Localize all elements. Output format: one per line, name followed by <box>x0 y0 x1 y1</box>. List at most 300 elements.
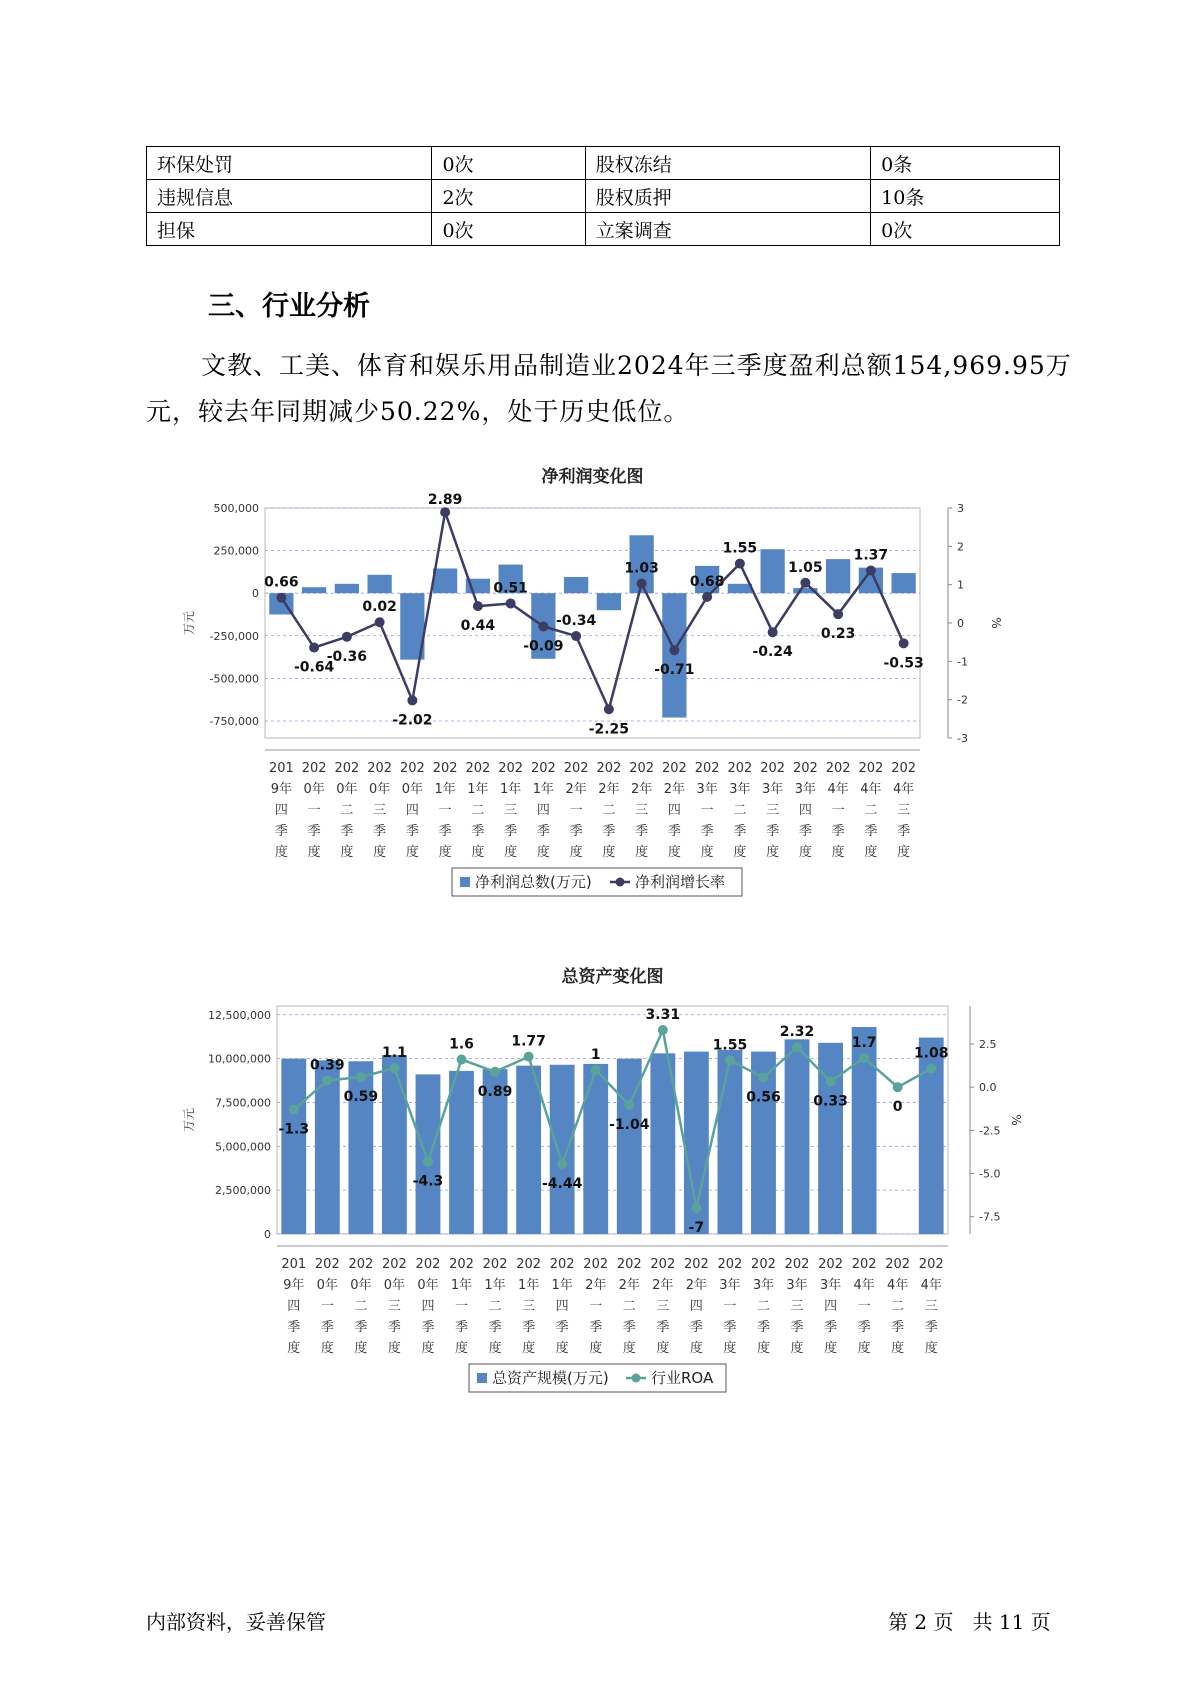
x-tick-label-line: 202 <box>334 761 360 776</box>
line-point <box>571 631 581 641</box>
x-tick-label-line: 3年 <box>719 1278 741 1293</box>
x-tick-label-line: 4年 <box>887 1278 909 1293</box>
x-tick-label-line: 202 <box>348 1257 374 1272</box>
x-tick-label-line: 0年 <box>316 1278 338 1293</box>
total-assets-chart <box>0 960 1191 1420</box>
x-tick-label-line: 季 <box>455 1320 469 1335</box>
line-point <box>440 507 450 517</box>
x-tick-label-line: 度 <box>700 845 714 860</box>
x-tick-label-line: 1年 <box>532 782 555 797</box>
line-point <box>423 1156 433 1166</box>
data-label: -1.3 <box>278 1121 310 1138</box>
x-tick-label-line: 1年 <box>517 1278 540 1293</box>
x-tick-label-line: 季 <box>733 824 747 839</box>
x-tick-label <box>760 761 785 860</box>
line-point <box>624 1100 634 1110</box>
bar <box>583 1064 608 1234</box>
data-label: -2.02 <box>392 712 433 729</box>
x-tick-label-line: 3年 <box>819 1278 842 1293</box>
line-point <box>604 704 614 714</box>
data-label: -1.04 <box>609 1117 650 1134</box>
x-tick-label-line: 201 <box>281 1257 307 1272</box>
x-tick-label-line: 四 <box>536 803 550 818</box>
legend-bar-label: 总资产规模(万元) <box>492 1369 609 1387</box>
x-tick-label <box>919 1257 944 1356</box>
x-tick-label-line: 三 <box>387 1299 401 1314</box>
line-point <box>524 1052 534 1062</box>
x-tick-label <box>596 761 621 860</box>
x-tick-label-line: 度 <box>924 1341 938 1356</box>
x-tick-label <box>367 761 392 860</box>
legend-line-label: 行业ROA <box>651 1369 714 1387</box>
x-tick-label-line: 度 <box>471 845 485 860</box>
data-label: 0.68 <box>689 573 725 590</box>
data-label: 1.6 <box>449 1036 474 1053</box>
legend-line-label: 净利润增长率 <box>635 873 726 891</box>
x-tick-label-line: 四 <box>824 1299 838 1314</box>
x-tick-label-line: 季 <box>824 1320 838 1335</box>
x-tick-label-line: 季 <box>798 824 812 839</box>
x-tick-label-line: 202 <box>751 1257 776 1272</box>
y-tick-label: 7,500,000 <box>215 1096 271 1110</box>
x-tick-label-line: 一 <box>455 1299 469 1314</box>
analysis-paragraph: 文教、工美、体育和娱乐用品制造业2024年三季度盈利总额154,969.95万元，较去年同期减少50.22%，处于历史低位。 <box>146 351 1072 426</box>
x-tick-label-line: 202 <box>885 1257 911 1272</box>
data-label: -2.25 <box>588 721 630 738</box>
x-tick-label-line: 3年 <box>696 782 718 797</box>
x-tick-label-line: 季 <box>555 1320 569 1335</box>
x-tick-label-line: 1年 <box>484 1278 506 1293</box>
x-tick-label-line: 202 <box>432 761 458 776</box>
bar <box>564 577 588 593</box>
data-label: 1.55 <box>722 540 758 557</box>
data-label: -0.71 <box>654 662 695 679</box>
y-axis-title: 万元 <box>182 610 196 636</box>
x-tick-label-line: 四 <box>405 803 419 818</box>
x-tick-label-line: 202 <box>415 1257 441 1272</box>
x-tick-label-line: 202 <box>694 761 720 776</box>
x-tick-label <box>617 1257 642 1356</box>
x-tick-label-line: 度 <box>723 1341 737 1356</box>
x-tick-label-line: 季 <box>569 824 583 839</box>
x-tick-label-line: 二 <box>864 803 878 818</box>
line-point <box>833 609 843 619</box>
x-tick-label-line: 2年 <box>652 1278 674 1293</box>
x-tick-label-line: 9年 <box>283 1278 305 1293</box>
line-point <box>826 1076 836 1086</box>
x-tick-label <box>650 1257 675 1356</box>
x-tick-label-line: 0年 <box>383 1278 406 1293</box>
line-point <box>506 598 516 608</box>
x-tick-label-line: 度 <box>340 845 354 860</box>
table-cell: 0条 <box>871 147 1060 180</box>
x-tick-label <box>793 761 818 860</box>
data-label: 0.51 <box>493 580 528 597</box>
x-tick-label-line: 2年 <box>565 782 587 797</box>
data-label: 0.59 <box>343 1088 379 1105</box>
x-tick-label-line: 季 <box>536 824 550 839</box>
x-tick-label-line: 1年 <box>551 1278 573 1293</box>
x-tick-label-line: 季 <box>307 824 321 839</box>
x-tick-label-line: 度 <box>387 1341 401 1356</box>
x-tick-label <box>334 761 359 860</box>
data-label: 1.1 <box>382 1045 407 1062</box>
x-tick-label-line: 二 <box>733 803 747 818</box>
data-label: -0.34 <box>555 613 597 630</box>
total-assets-chart-svg <box>0 960 1191 1420</box>
x-tick-label-line: 202 <box>784 1257 810 1272</box>
line-point <box>356 1072 366 1082</box>
data-label: 0.44 <box>460 618 496 635</box>
y2-tick-label: 1 <box>957 578 964 592</box>
x-tick-label-line: 4年 <box>860 782 882 797</box>
y-tick-label: 12,500,000 <box>208 1008 271 1022</box>
line-point <box>557 1159 567 1169</box>
data-label: -0.64 <box>293 659 335 676</box>
x-tick-label-line: 4年 <box>827 782 849 797</box>
x-tick-label <box>516 1257 541 1356</box>
bar <box>761 549 785 593</box>
x-tick-label-line: 度 <box>536 845 550 860</box>
table-cell: 环保处罚 <box>147 147 432 180</box>
x-tick-label <box>818 1257 843 1356</box>
x-tick-label-line: 三 <box>766 803 780 818</box>
x-tick-label-line: 度 <box>602 845 616 860</box>
x-tick-label-line: 四 <box>667 803 681 818</box>
y-tick-label: 500,000 <box>213 502 259 515</box>
data-label: 1.77 <box>511 1033 546 1050</box>
y2-tick-label: -1 <box>957 655 968 669</box>
x-tick-label-line: 一 <box>320 1299 334 1314</box>
x-tick-label-line: 一 <box>723 1299 737 1314</box>
x-tick-label-line: 202 <box>760 761 786 776</box>
x-tick-label-line: 0年 <box>350 1278 372 1293</box>
x-tick-label-line: 季 <box>831 824 845 839</box>
x-tick-label-line: 季 <box>340 824 354 839</box>
x-tick-label-line: 一 <box>438 803 452 818</box>
data-label: 0.89 <box>477 1083 513 1100</box>
x-tick-label-line: 度 <box>405 845 419 860</box>
x-tick-label-line: 1年 <box>450 1278 473 1293</box>
bar <box>433 568 457 593</box>
x-tick-label-line: 0年 <box>336 782 358 797</box>
bar <box>281 1059 306 1234</box>
x-tick-label-line: 度 <box>656 1341 670 1356</box>
x-tick-label-line: 2年 <box>598 782 620 797</box>
x-tick-label-line: 度 <box>831 845 845 860</box>
x-tick-label-line: 季 <box>857 1320 871 1335</box>
data-label: 0.56 <box>746 1089 781 1106</box>
risk-info-table <box>146 146 1060 246</box>
line-point <box>309 643 319 653</box>
x-tick-label-line: 季 <box>438 824 452 839</box>
x-tick-label-line: 三 <box>897 803 911 818</box>
bar <box>416 1074 441 1234</box>
line-point <box>457 1055 467 1065</box>
x-tick-label-line: 2年 <box>585 1278 607 1293</box>
y2-tick-label: -7.5 <box>979 1210 1001 1224</box>
x-tick-label-line: 202 <box>498 761 524 776</box>
y2-tick-label: -3 <box>957 732 968 745</box>
x-tick-label-line: 0年 <box>303 782 325 797</box>
table-cell: 股权冻结 <box>585 147 870 180</box>
y-tick-label: 0 <box>264 1228 271 1241</box>
x-tick-label <box>727 761 752 860</box>
x-tick-label-line: 三 <box>373 803 387 818</box>
x-tick-label-line: 三 <box>924 1299 938 1314</box>
x-tick-label-line: 度 <box>522 1341 536 1356</box>
data-label: 3.31 <box>645 1007 681 1024</box>
x-tick-label-line: 季 <box>891 1320 905 1335</box>
x-tick-label-line: 一 <box>831 803 845 818</box>
bar <box>785 1039 810 1234</box>
line-point <box>893 1082 903 1092</box>
x-tick-label-line: 季 <box>897 824 911 839</box>
x-tick-label-line: 202 <box>891 761 917 776</box>
x-tick-label-line: 度 <box>891 1341 905 1356</box>
x-tick-label <box>550 1257 575 1356</box>
data-label: 1.7 <box>851 1034 877 1051</box>
line-point <box>407 695 417 705</box>
x-tick-label <box>662 761 687 860</box>
x-tick-label <box>483 1257 508 1356</box>
legend-bar-swatch <box>477 1373 487 1383</box>
x-tick-label-line: 202 <box>549 1257 575 1272</box>
x-tick-label-line: 季 <box>421 1320 435 1335</box>
data-label: 1.03 <box>624 560 659 577</box>
x-tick-label-line: 202 <box>851 1257 877 1272</box>
line-point <box>758 1073 768 1083</box>
x-tick-label-line: 度 <box>589 1341 603 1356</box>
x-tick-label-line: 202 <box>825 761 851 776</box>
x-tick-label-line: 9年 <box>270 782 293 797</box>
x-tick-label-line: 2年 <box>618 1278 640 1293</box>
x-tick-label <box>531 761 556 860</box>
x-tick-label <box>629 761 654 860</box>
x-tick-label <box>785 1257 810 1356</box>
x-tick-label-line: 度 <box>421 1341 435 1356</box>
x-tick-label-line: 度 <box>897 845 911 860</box>
x-tick-label-line: 度 <box>622 1341 636 1356</box>
x-tick-label-line: 2年 <box>685 1278 708 1293</box>
x-tick-label <box>858 761 883 860</box>
section-heading: 三、行业分析 <box>208 291 370 322</box>
x-tick-label-line: 202 <box>314 1257 340 1272</box>
x-tick-label-line: 四 <box>287 1299 301 1314</box>
bar <box>892 573 916 593</box>
x-tick-label-line: 四 <box>555 1299 569 1314</box>
x-tick-label-line: 202 <box>717 1257 743 1272</box>
line-point <box>591 1065 601 1075</box>
x-tick-label <box>433 761 458 860</box>
x-tick-label-line: 三 <box>522 1299 536 1314</box>
y-tick-label: -250,000 <box>209 629 259 643</box>
legend-line-marker <box>632 1374 641 1383</box>
net-profit-chart <box>0 460 1191 920</box>
x-tick-label-line: 季 <box>522 1320 536 1335</box>
data-label: 1.08 <box>913 1045 949 1062</box>
x-tick-label <box>583 1257 608 1356</box>
x-tick-label-line: 202 <box>516 1257 542 1272</box>
x-tick-label-line: 202 <box>583 1257 609 1272</box>
x-tick-label <box>315 1257 340 1356</box>
x-tick-label <box>382 1257 407 1356</box>
x-tick-label-line: 202 <box>918 1257 944 1272</box>
x-tick-label-line: 度 <box>274 845 288 860</box>
data-label: -0.24 <box>752 644 793 661</box>
x-tick-label-line: 202 <box>650 1257 676 1272</box>
bar <box>550 1065 575 1234</box>
table-cell: 担保 <box>147 213 432 246</box>
x-tick-label <box>564 761 589 860</box>
x-tick-label-line: 202 <box>792 761 818 776</box>
x-tick-label-line: 二 <box>340 803 354 818</box>
x-tick-label-line: 季 <box>387 1320 401 1335</box>
x-tick-label-line: 4年 <box>853 1278 875 1293</box>
x-tick-label-line: 4年 <box>892 782 915 797</box>
table-cell: 立案调查 <box>585 213 870 246</box>
table-cell: 违规信息 <box>147 180 432 213</box>
x-tick-label-line: 度 <box>354 1341 368 1356</box>
x-tick-label-line: 度 <box>689 1341 703 1356</box>
x-tick-label-line: 度 <box>320 1341 334 1356</box>
data-label: -0.36 <box>326 648 368 665</box>
x-tick-label <box>416 1257 441 1356</box>
line-point <box>792 1042 802 1052</box>
x-tick-label-line: 1年 <box>434 782 456 797</box>
x-tick-label <box>498 761 523 860</box>
y2-axis-title: % <box>1009 1114 1023 1126</box>
bar <box>728 584 752 593</box>
x-tick-label-line: 季 <box>700 824 714 839</box>
x-tick-label-line: 四 <box>798 803 812 818</box>
y2-tick-label: 0.0 <box>979 1081 997 1095</box>
x-tick-label-line: 2年 <box>630 782 653 797</box>
line-point <box>322 1075 332 1085</box>
x-tick-label-line: 季 <box>689 1320 703 1335</box>
legend-bar-label: 净利润总数(万元) <box>475 873 592 891</box>
x-tick-label-line: 度 <box>766 845 780 860</box>
line-point <box>926 1064 936 1074</box>
x-tick-label-line: 季 <box>766 824 780 839</box>
line-point <box>859 1053 869 1063</box>
x-tick-label <box>449 1257 474 1356</box>
y-axis-title: 万元 <box>182 1107 196 1133</box>
x-tick-label-line: 202 <box>449 1257 474 1272</box>
x-tick-label-line: 202 <box>465 761 491 776</box>
table-cell: 0次 <box>432 147 585 180</box>
data-label: -0.09 <box>523 638 564 655</box>
x-tick-label-line: 3年 <box>786 1278 808 1293</box>
y-tick-label: 0 <box>252 587 259 601</box>
x-tick-label <box>751 1257 776 1356</box>
x-tick-label-line: 度 <box>635 845 649 860</box>
y-tick-label: -750,000 <box>209 714 259 728</box>
data-label: 0.33 <box>813 1093 848 1110</box>
x-tick-label-line: 度 <box>307 845 321 860</box>
x-tick-label-line: 一 <box>589 1299 603 1314</box>
x-tick-label-line: 202 <box>858 761 884 776</box>
x-tick-label-line: 一 <box>307 803 321 818</box>
x-tick-label-line: 0年 <box>417 1278 439 1293</box>
x-tick-label-line: 202 <box>301 761 327 776</box>
x-tick-label-line: 季 <box>723 1320 737 1335</box>
line-point <box>725 1055 735 1065</box>
table-cell: 0次 <box>871 213 1060 246</box>
x-tick-label-line: 季 <box>274 824 288 839</box>
x-tick-label-line: 季 <box>504 824 518 839</box>
legend-bar-swatch <box>460 877 470 887</box>
x-tick-label <box>400 761 425 860</box>
bar <box>516 1066 541 1234</box>
y-tick-label: 10,000,000 <box>208 1052 271 1066</box>
x-tick-label-line: 二 <box>622 1299 636 1314</box>
table-row <box>147 180 1060 213</box>
bar <box>718 1050 743 1234</box>
line-point <box>800 578 810 588</box>
x-tick-label-line: 季 <box>354 1320 368 1335</box>
x-tick-label-line: 季 <box>602 824 616 839</box>
data-label: 0.23 <box>820 626 856 643</box>
net-profit-chart-svg <box>0 460 1191 920</box>
line-point <box>768 627 778 637</box>
x-tick-label-line: 二 <box>354 1299 368 1314</box>
y2-tick-label: 2.5 <box>979 1038 997 1051</box>
x-tick-label-line: 季 <box>287 1320 301 1335</box>
x-tick-label-line: 3年 <box>794 782 817 797</box>
table-cell: 0次 <box>432 213 585 246</box>
x-tick-label-line: 三 <box>790 1299 804 1314</box>
x-tick-label-line: 季 <box>589 1320 603 1335</box>
x-tick-label-line: 度 <box>857 1341 871 1356</box>
x-tick-label-line: 季 <box>320 1320 334 1335</box>
x-tick-label-line: 0年 <box>368 782 391 797</box>
line-point <box>538 621 548 631</box>
line-point <box>735 559 745 569</box>
x-tick-label-line: 202 <box>683 1257 709 1272</box>
x-tick-label <box>718 1257 743 1356</box>
x-tick-label-line: 3年 <box>761 782 784 797</box>
x-tick-label-line: 二 <box>471 803 485 818</box>
y2-tick-label: -2.5 <box>979 1124 1001 1138</box>
x-tick-label-line: 202 <box>661 761 687 776</box>
x-tick-label-line: 202 <box>399 761 425 776</box>
x-tick-label <box>684 1257 709 1356</box>
x-tick-label-line: 202 <box>616 1257 642 1272</box>
x-tick-label-line: 202 <box>367 761 393 776</box>
line-point <box>702 592 712 602</box>
x-tick-label-line: 三 <box>504 803 518 818</box>
x-tick-label <box>885 1257 910 1356</box>
x-tick-label-line: 季 <box>373 824 387 839</box>
x-tick-label-line: 季 <box>471 824 485 839</box>
line-point <box>289 1105 299 1115</box>
x-tick-label-line: 202 <box>482 1257 508 1272</box>
y-tick-label: -500,000 <box>209 672 259 686</box>
x-tick-label-line: 202 <box>629 761 655 776</box>
line-point <box>691 1203 701 1213</box>
x-tick-label-line: 4年 <box>920 1278 942 1293</box>
data-label: 2.89 <box>427 492 463 508</box>
x-tick-label-line: 度 <box>667 845 681 860</box>
table-row <box>147 147 1060 180</box>
x-tick-label-line: 202 <box>727 761 753 776</box>
bar <box>335 584 359 593</box>
x-tick-label-line: 二 <box>756 1299 770 1314</box>
chart-title: 总资产变化图 <box>561 967 664 987</box>
x-tick-label-line: 1年 <box>499 782 522 797</box>
data-label: 1.37 <box>853 547 889 564</box>
